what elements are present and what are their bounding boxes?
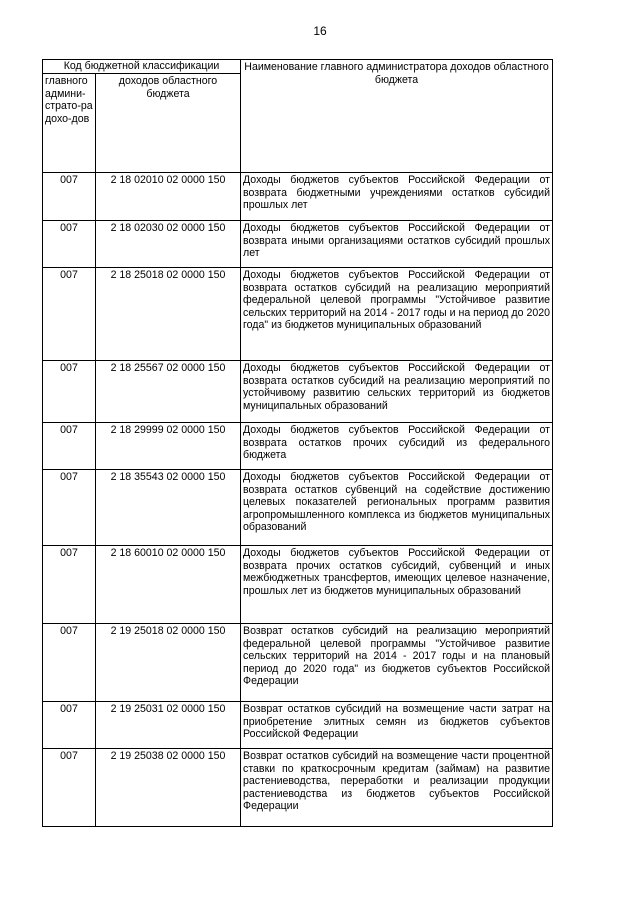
revenue-code-cell: 2 18 60010 02 0000 150	[96, 546, 241, 624]
revenue-name-cell: Доходы бюджетов субъектов Российской Федерации от возврата остатков субсидий на реализацию мероприятий федеральной целевой программы "Устойчивое развитие сельских территорий на 2014 - 2017 годы и на период до 2020 года" из бюджетов муниципальных образований	[241, 268, 553, 361]
page-number: 16	[313, 24, 327, 38]
table-row	[43, 173, 553, 221]
revenue-name-cell: Доходы бюджетов субъектов Российской Федерации от возврата остатков субсидий на реализацию мероприятий по устойчивому развитию сельских территорий из бюджетов муниципальных образований	[241, 361, 553, 423]
header-administrator-name: Наименование главного администратора доходов областного бюджета	[241, 60, 553, 173]
table-row	[43, 749, 553, 827]
revenue-name-cell: Доходы бюджетов субъектов Российской Федерации от возврата иными организациями остатков субсидий прошлых лет	[241, 221, 553, 268]
table-row	[43, 470, 553, 546]
table-row	[43, 624, 553, 702]
revenue-code-cell: 2 18 35543 02 0000 150	[96, 470, 241, 546]
header-main-administrator: главного админи-страто-ра дохо-дов	[43, 74, 96, 173]
revenue-code-cell: 2 18 29999 02 0000 150	[96, 423, 241, 470]
admin-code-cell: 007	[43, 749, 96, 827]
admin-code-cell: 007	[43, 173, 96, 221]
header-budget-code-group: Код бюджетной классификации	[43, 60, 241, 74]
admin-code-cell: 007	[43, 624, 96, 702]
admin-code-cell: 007	[43, 423, 96, 470]
revenue-code-cell: 2 18 25567 02 0000 150	[96, 361, 241, 423]
admin-code-cell: 007	[43, 221, 96, 268]
revenue-code-cell: 2 18 25018 02 0000 150	[96, 268, 241, 361]
revenue-code-cell: 2 19 25038 02 0000 150	[96, 749, 241, 827]
revenue-code-cell: 2 18 02030 02 0000 150	[96, 221, 241, 268]
table-row	[43, 423, 553, 470]
revenue-name-cell: Доходы бюджетов субъектов Российской Федерации от возврата остатков прочих субсидий из федерального бюджета	[241, 423, 553, 470]
table-row	[43, 361, 553, 423]
admin-code-cell: 007	[43, 361, 96, 423]
revenue-name-cell: Возврат остатков субсидий на возмещение части процентной ставки по краткосрочным кредитам (займам) на развитие растениеводства, переработки и реализации продукции растениеводства из бюджетов субъектов Российской Федерации	[241, 749, 553, 827]
admin-code-cell: 007	[43, 702, 96, 749]
table-row	[43, 221, 553, 268]
admin-code-cell: 007	[43, 470, 96, 546]
budget-classification-table	[42, 59, 553, 827]
table-row	[43, 702, 553, 749]
revenue-name-cell: Возврат остатков субсидий на реализацию мероприятий федеральной целевой программы "Устойчивое развитие сельских территорий на 2014 - 2017 годы и на плановый период до 2020 года" из бюджетов субъектов Российской Федерации	[241, 624, 553, 702]
revenue-name-cell: Возврат остатков субсидий на возмещение части затрат на приобретение элитных семян из бюджетов субъектов Российской Федерации	[241, 702, 553, 749]
revenue-name-cell: Доходы бюджетов субъектов Российской Федерации от возврата прочих остатков субсидий, субвенций и иных межбюджетных трансфертов, имеющих целевое назначение, прошлых лет из бюджетов муниципальных образований	[241, 546, 553, 624]
revenue-code-cell: 2 19 25031 02 0000 150	[96, 702, 241, 749]
table-row	[43, 268, 553, 361]
revenue-code-cell: 2 18 02010 02 0000 150	[96, 173, 241, 221]
revenue-name-cell: Доходы бюджетов субъектов Российской Федерации от возврата бюджетными учреждениями остатков субсидий прошлых лет	[241, 173, 553, 221]
revenue-code-cell: 2 19 25018 02 0000 150	[96, 624, 241, 702]
header-regional-revenue: доходов областного бюджета	[96, 74, 241, 173]
revenue-name-cell: Доходы бюджетов субъектов Российской Федерации от возврата остатков субвенций на содействие достижению целевых показателей региональных программ развития агропромышленного комплекса из бюджетов муниципальных образований	[241, 470, 553, 546]
admin-code-cell: 007	[43, 546, 96, 624]
admin-code-cell: 007	[43, 268, 96, 361]
table-row	[43, 546, 553, 624]
